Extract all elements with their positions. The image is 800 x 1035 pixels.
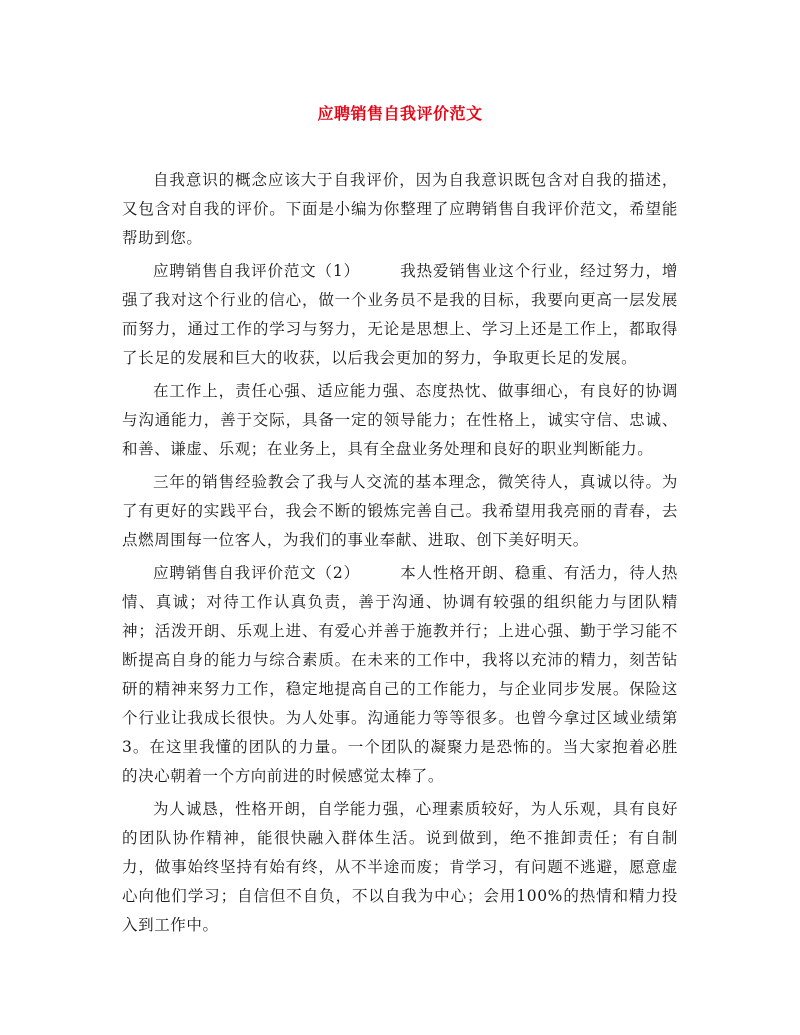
paragraph-text: 我热爱销售业这个行业，经过努力，增强了我对这个行业的信心，做一个业务员不是我的目标，我要向更高一层发展而努力，通过工作的学习与努力，无论是思想上、学习上还是工作上，都取得了长足的发展和巨大的收获，以后我会更加的努力，争取更长足的发展。 xyxy=(122,262,678,367)
paragraph-text: 三年的销售经验教会了我与人交流的基本理念，微笑待人，真诚以待。为了有更好的实践平台，我会不断的锻炼完善自己。我希望用我亮丽的青春，去点燃周围每一位客人，为我们的事业奉献、进取、创下美好明天。 xyxy=(122,473,678,549)
paragraph-personality xyxy=(122,795,678,940)
paragraph-work-traits xyxy=(122,377,678,464)
paragraph-sample-1 xyxy=(122,257,678,373)
paragraph-text: 自我意识的概念应该大于自我评价，因为自我意识既包含对自我的描述，又包含对自我的评价。下面是小编为你整理了应聘销售自我评价范文，希望能帮助到您。 xyxy=(122,171,678,247)
paragraph-sample-2 xyxy=(122,559,678,791)
document-title: 应聘销售自我评价范文 xyxy=(317,104,483,123)
sample-heading-1: 应聘销售自我评价范文（1） xyxy=(153,262,360,280)
paragraph-text: 本人性格开朗、稳重、有活力，待人热情、真诚；对待工作认真负责，善于沟通、协调有较强的组织能力与团队精神；活泼开朗、乐观上进、有爱心并善于施教并行；上进心强、勤于学习能不断提高自身的能力与综合素质。在未来的工作中，我将以充沛的精力，刻苦钻研的精神来努力工作，稳定地提高自己的工作能力，与企业同步发展。保险这个行业让我成长很快。为人处事。沟通能力等等很多。也曾今拿过区域业绩第3。在这里我懂的团队的力量。一个团队的凝聚力是恐怖的。当大家抱着必胜的决心朝着一个方向前进的时候感觉太棒了。 xyxy=(122,564,678,785)
paragraph-text: 在工作上，责任心强、适应能力强、态度热忱、做事细心，有良好的协调与沟通能力，善于交际，具备一定的领导能力；在性格上，诚实守信、忠诚、和善、谦虚、乐观；在业务上，具有全盘业务处理和良好的职业判断能力。 xyxy=(122,382,678,458)
paragraph-text: 为人诚恳，性格开朗，自学能力强，心理素质较好，为人乐观，具有良好的团队协作精神，能很快融入群体生活。说到做到，绝不推卸责任；有自制力，做事始终坚持有始有终，从不半途而废；肯学习，有问题不逃避，愿意虚心向他们学习；自信但不自负，不以自我为中心；会用100%的热情和精力投入到工作中。 xyxy=(122,800,678,934)
sample-heading-2: 应聘销售自我评价范文（2） xyxy=(153,564,360,582)
paragraph-experience xyxy=(122,468,678,555)
paragraph-intro xyxy=(122,166,678,253)
